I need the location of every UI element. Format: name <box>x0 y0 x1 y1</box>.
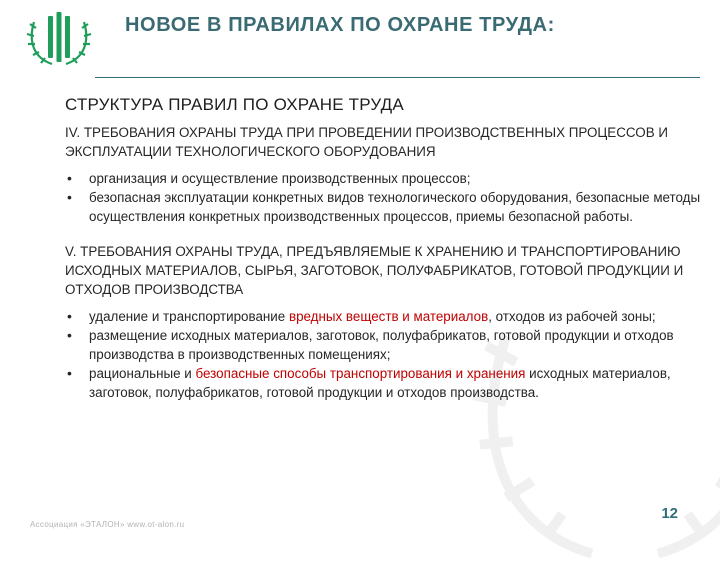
logo-emblem-icon <box>22 6 96 70</box>
highlighted-text: вредных веществ и материалов <box>288 309 489 324</box>
section-heading: СТРУКТУРА ПРАВИЛ ПО ОХРАНЕ ТРУДА <box>65 95 404 114</box>
section-v-title: V. ТРЕБОВАНИЯ ОХРАНЫ ТРУДА, ПРЕДЪЯВЛЯЕМЫЕ К ХРАНЕНИЮ И ТРАНСПОРТИРОВАНИЮ ИСХОДНЫХ МАТЕРИАЛОВ, СЫРЬЯ, ЗАГОТОВОК, ПОЛУФАБРИКАТОВ, ГОТОВОЙ ПРОДУКЦИИ И ОТХОДОВ ПРОИЗВОДСТВА <box>65 244 684 297</box>
list-item <box>65 307 705 326</box>
list-item: • размещение исходных материалов, заготовок, полуфабрикатов, готовой продукции и отходов производства в производственных помещениях; <box>65 326 705 364</box>
footer-text: Ассоциация «ЭТАЛОН» www.ot-alon.ru <box>30 520 185 529</box>
highlighted-text: безопасные способы транспортирования и хранения <box>195 366 526 381</box>
list-item <box>65 364 705 402</box>
list-item-text: , отходов из рабочей зоны; <box>488 309 656 324</box>
list-item-text: исходных материалов, заготовок, полуфабрикатов, готовой продукции и отходов производства. <box>89 366 671 400</box>
list-item-text: удаление и транспортирование <box>89 309 289 324</box>
list-item: • безопасная эксплуатации конкретных видов технологического оборудования, безопасные методы осуществления конкретных производственных процессов, приемы безопасной работы. <box>65 188 705 226</box>
section-iv-list <box>65 169 705 226</box>
list-item: • организация и осуществление производственных процессов; <box>65 169 705 188</box>
page-title: НОВОЕ В ПРАВИЛАХ ПО ОХРАНЕ ТРУДА: <box>125 14 555 36</box>
list-item-text: рациональные и <box>89 366 196 381</box>
section-v-list <box>65 307 705 402</box>
header-divider <box>95 77 700 78</box>
page-number: 12 <box>661 505 678 522</box>
main-content <box>65 95 705 402</box>
section-iv-title: IV. ТРЕБОВАНИЯ ОХРАНЫ ТРУДА ПРИ ПРОВЕДЕНИИ ПРОИЗВОДСТВЕННЫХ ПРОЦЕССОВ И ЭКСПЛУАТАЦИИ ТЕХНОЛОГИЧЕСКОГО ОБОРУДОВАНИЯ <box>65 125 668 159</box>
